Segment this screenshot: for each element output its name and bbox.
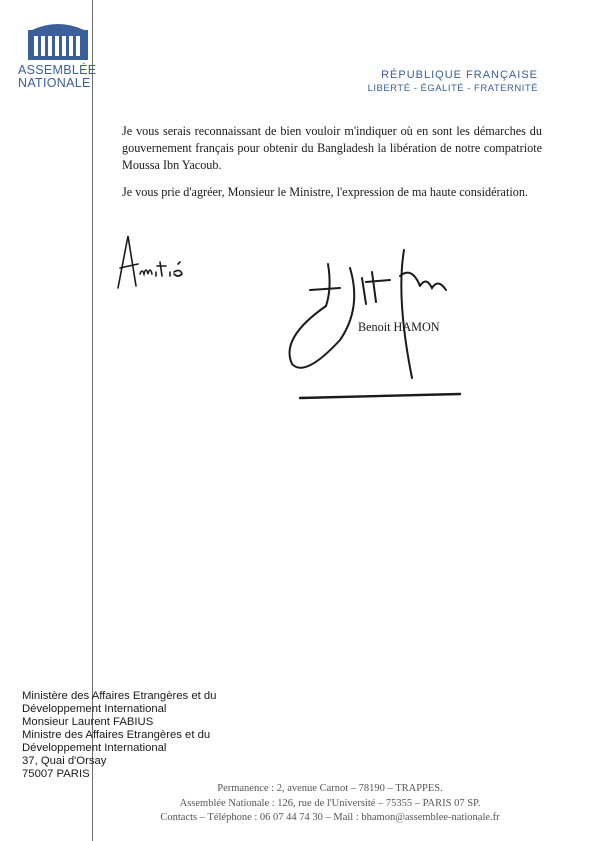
republic-header (368, 68, 538, 95)
assemblee-logo (18, 22, 98, 90)
republic-motto: LIBERTÉ - ÉGALITÉ - FRATERNITÉ (367, 83, 538, 94)
recipient-line: Ministère des Affaires Etrangères et du (22, 690, 217, 702)
footer-assemblee-address: Assemblée Nationale : 126, rue de l'Université – 75355 – PARIS 07 SP. (179, 797, 481, 809)
letter-body (122, 123, 542, 211)
recipient-line: Monsieur Laurent FABIUS (22, 716, 154, 728)
recipient-address (22, 690, 216, 781)
institution-line2: NATIONALE (18, 76, 91, 90)
letter-paragraph-2: Je vous prie d'agréer, Monsieur le Ministre, l'expression de ma haute considération. (122, 185, 528, 199)
institution-line1: ASSEMBLÉE (18, 63, 97, 77)
recipient-line: 37, Quai d'Orsay (22, 755, 107, 767)
signatory-name: Benoit HAMON (358, 320, 440, 334)
contact-footer (100, 782, 560, 826)
letter-paragraph-1: Je vous serais reconnaissant de bien vouloir m'indiquer où en sont les démarches du gouvernement français pour obtenir du Bangladesh la libération de notre compatriote Moussa Ibn Yacoub. (122, 124, 542, 172)
footer-permanence: Permanence : 2, avenue Carnot – 78190 – TRAPPES. (217, 783, 443, 794)
handwriting-layer (100, 228, 500, 408)
recipient-line: Développement International (22, 703, 167, 715)
handwritten-note (118, 236, 182, 288)
footer-contacts: Contacts – Téléphone : 06 07 44 74 30 – Mail : bhamon@assemblee-nationale.fr (160, 812, 500, 823)
republic-name: RÉPUBLIQUE FRANÇAISE (381, 69, 538, 81)
recipient-line: 75007 PARIS (22, 768, 90, 780)
recipient-line: Développement International (22, 742, 167, 754)
hemicycle-icon (26, 22, 90, 60)
recipient-line: Ministre des Affaires Etrangères et du (22, 729, 211, 741)
institution-name (18, 64, 98, 90)
